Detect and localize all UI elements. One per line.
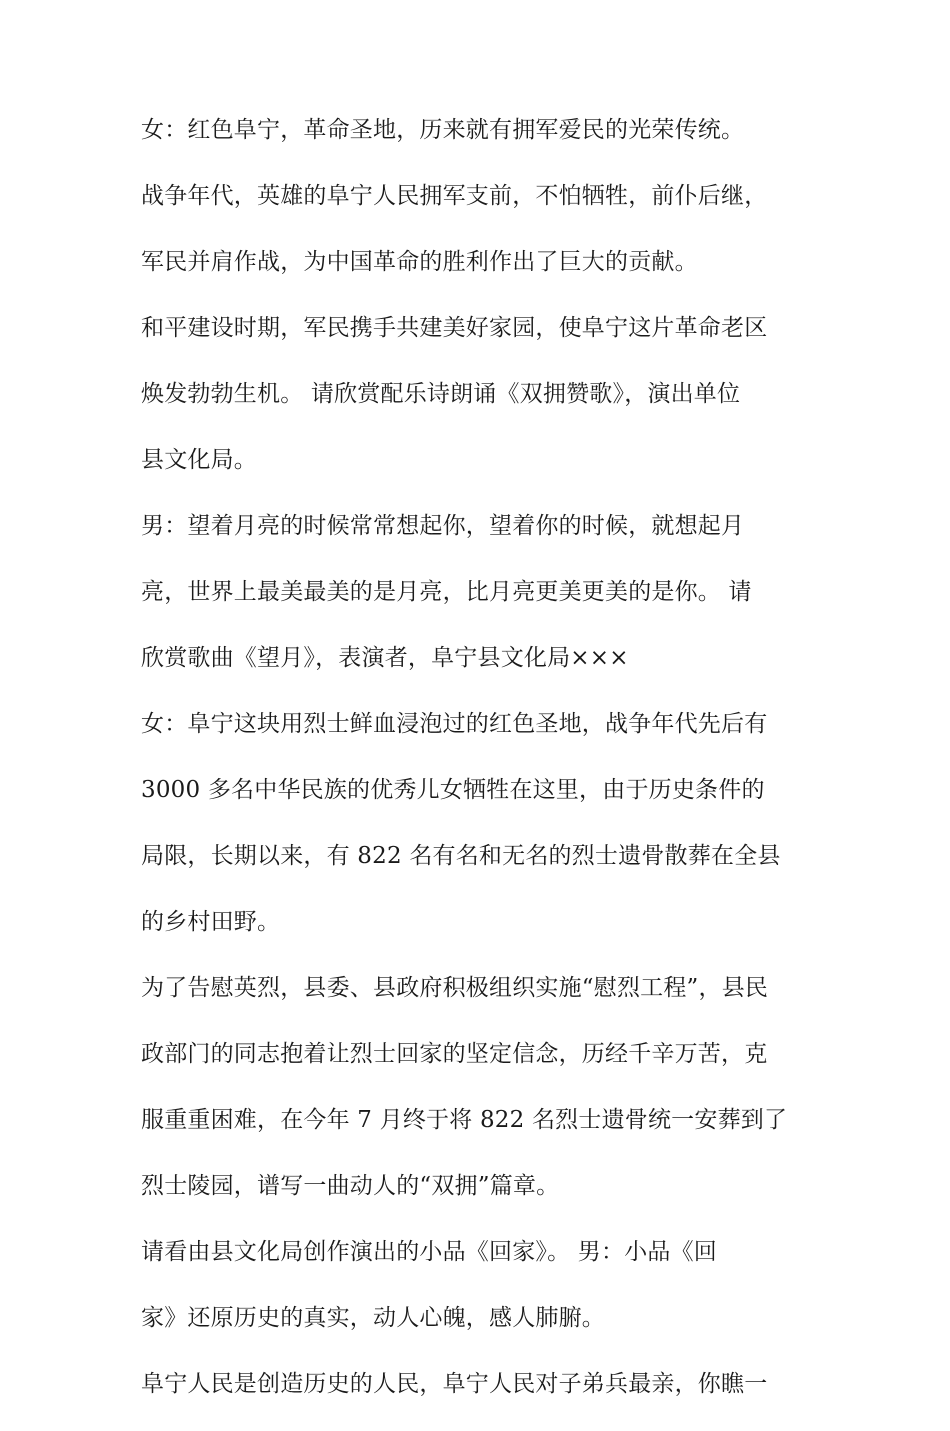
text-line: 请看由县文化局创作演出的小品《回家》。 男：小品《回 bbox=[141, 1239, 718, 1265]
text-line: 的乡村田野。 bbox=[141, 909, 281, 935]
text-line: 为了告慰英烈，县委、县政府积极组织实施“慰烈工程”，县民 bbox=[141, 975, 769, 1001]
text-line: 亮，世界上最美最美的是月亮，比月亮更美更美的是你。 请 bbox=[141, 579, 752, 605]
text-line: 女：红色阜宁，革命圣地，历来就有拥军爱民的光荣传统。 bbox=[141, 117, 745, 143]
text-line: 县文化局。 bbox=[141, 447, 257, 473]
text-line: 3000 多名中华民族的优秀儿女牺牲在这里，由于历史条件的 bbox=[141, 777, 765, 803]
text-line: 焕发勃勃生机。 请欣赏配乐诗朗诵《双拥赞歌》，演出单位 bbox=[141, 381, 741, 407]
text-line: 阜宁人民是创造历史的人民，阜宁人民对子弟兵最亲，你瞧一 bbox=[141, 1371, 768, 1397]
text-line: 政部门的同志抱着让烈士回家的坚定信念，历经千辛万苦，克 bbox=[141, 1041, 768, 1067]
text-line: 战争年代，英雄的阜宁人民拥军支前，不怕牺牲，前仆后继， bbox=[141, 183, 768, 209]
document-body bbox=[141, 111, 821, 1431]
text-line: 服重重困难，在今年 7 月终于将 822 名烈士遗骨统一安葬到了 bbox=[141, 1107, 788, 1133]
text-line: 和平建设时期，军民携手共建美好家园，使阜宁这片革命老区 bbox=[141, 315, 768, 341]
text-line: 烈士陵园，谱写一曲动人的“双拥”篇章。 bbox=[141, 1173, 560, 1199]
text-line: 男：望着月亮的时候常常想起你，望着你的时候，就想起月 bbox=[141, 513, 745, 539]
text-line: 女：阜宁这块用烈士鲜血浸泡过的红色圣地，战争年代先后有 bbox=[141, 711, 768, 737]
text-line: 军民并肩作战，为中国革命的胜利作出了巨大的贡献。 bbox=[141, 249, 698, 275]
text-line: 欣赏歌曲《望月》，表演者，阜宁县文化局××× bbox=[141, 645, 629, 671]
text-line: 局限，长期以来，有 822 名有名和无名的烈士遗骨散葬在全县 bbox=[141, 843, 781, 869]
text-line: 家》还原历史的真实，动人心魄，感人肺腑。 bbox=[141, 1305, 605, 1331]
